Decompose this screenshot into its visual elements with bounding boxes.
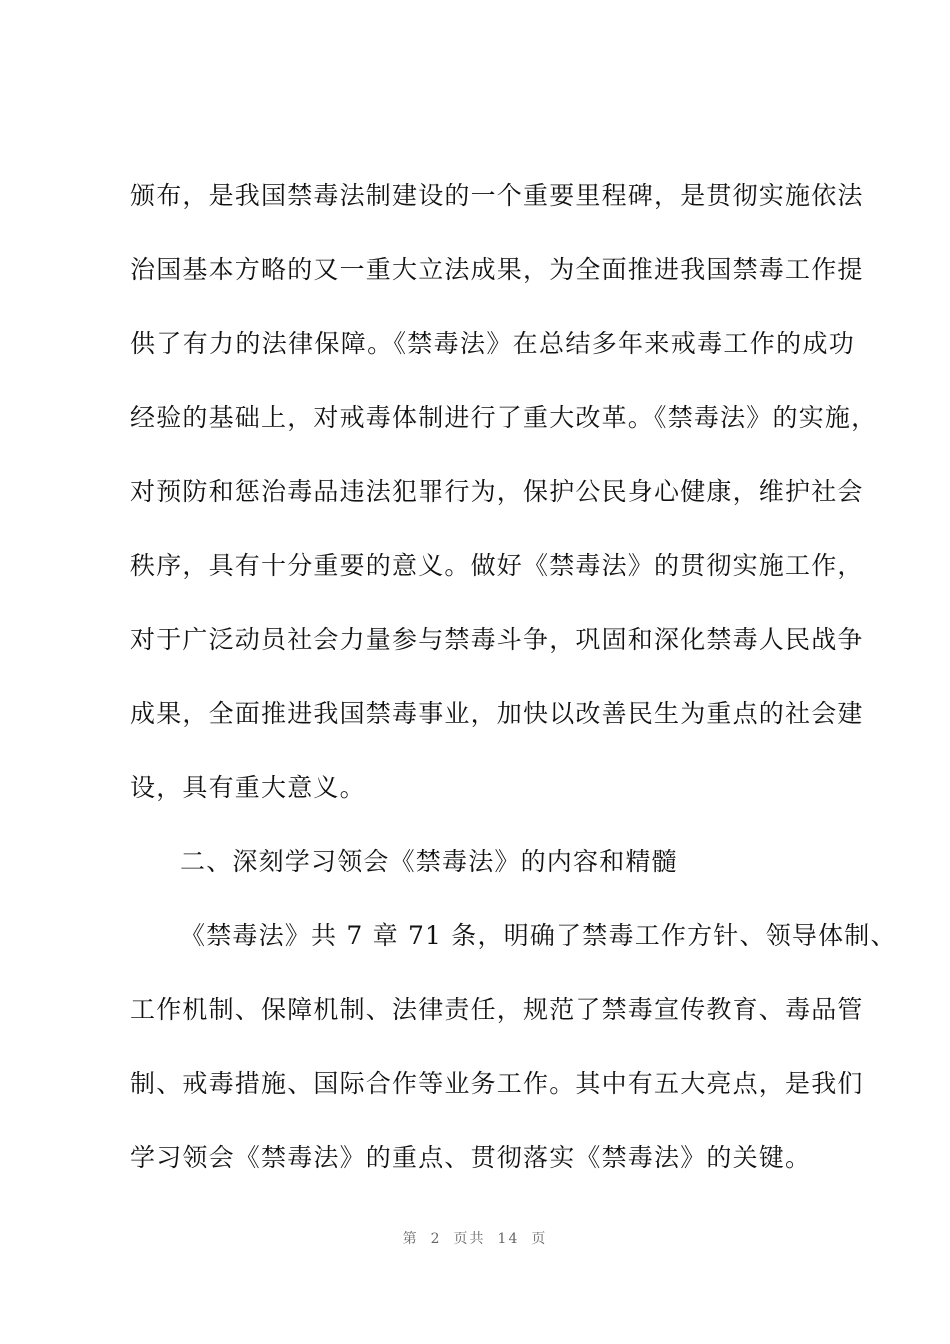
footer-suffix: 页 [531,1231,548,1247]
paragraph-line: 治国基本方略的又一重大立法成果，为全面推进我国禁毒工作提 [130,255,864,284]
paragraph-line: 学习领会《禁毒法》的重点、贯彻落实《禁毒法》的关键。 [130,1143,812,1172]
section-heading: 二、深刻学习领会《禁毒法》的内容和精髓 [180,847,678,876]
total-pages: 14 [497,1231,520,1247]
paragraph-line: 《禁毒法》共 7 章 71 条，明确了禁毒工作方针、领导体制、 [180,921,897,950]
page-number: 2 [430,1231,442,1247]
page-footer [0,1228,950,1248]
paragraph-line: 秩序，具有十分重要的意义。做好《禁毒法》的贯彻实施工作， [130,551,864,580]
paragraph-line: 颁布，是我国禁毒法制建设的一个重要里程碑，是贯彻实施依法 [130,181,864,210]
paragraph-line: 经验的基础上，对戒毒体制进行了重大改革。《禁毒法》的实施， [130,403,878,432]
paragraph-line: 成果，全面推进我国禁毒事业，加快以改善民生为重点的社会建 [130,699,864,728]
paragraph-line: 设，具有重大意义。 [130,773,366,802]
footer-middle: 页共 [453,1231,486,1247]
paragraph-line: 供了有力的法律保障。《禁毒法》在总结多年来戒毒工作的成功 [130,329,855,358]
paragraph-line: 制、戒毒措施、国际合作等业务工作。其中有五大亮点，是我们 [130,1069,864,1098]
paragraph-line: 工作机制、保障机制、法律责任，规范了禁毒宣传教育、毒品管 [130,995,864,1024]
paragraph-line: 对预防和惩治毒品违法犯罪行为，保护公民身心健康，维护社会 [130,477,864,506]
footer-prefix: 第 [402,1231,419,1247]
paragraph-line: 对于广泛动员社会力量参与禁毒斗争，巩固和深化禁毒人民战争 [130,625,864,654]
